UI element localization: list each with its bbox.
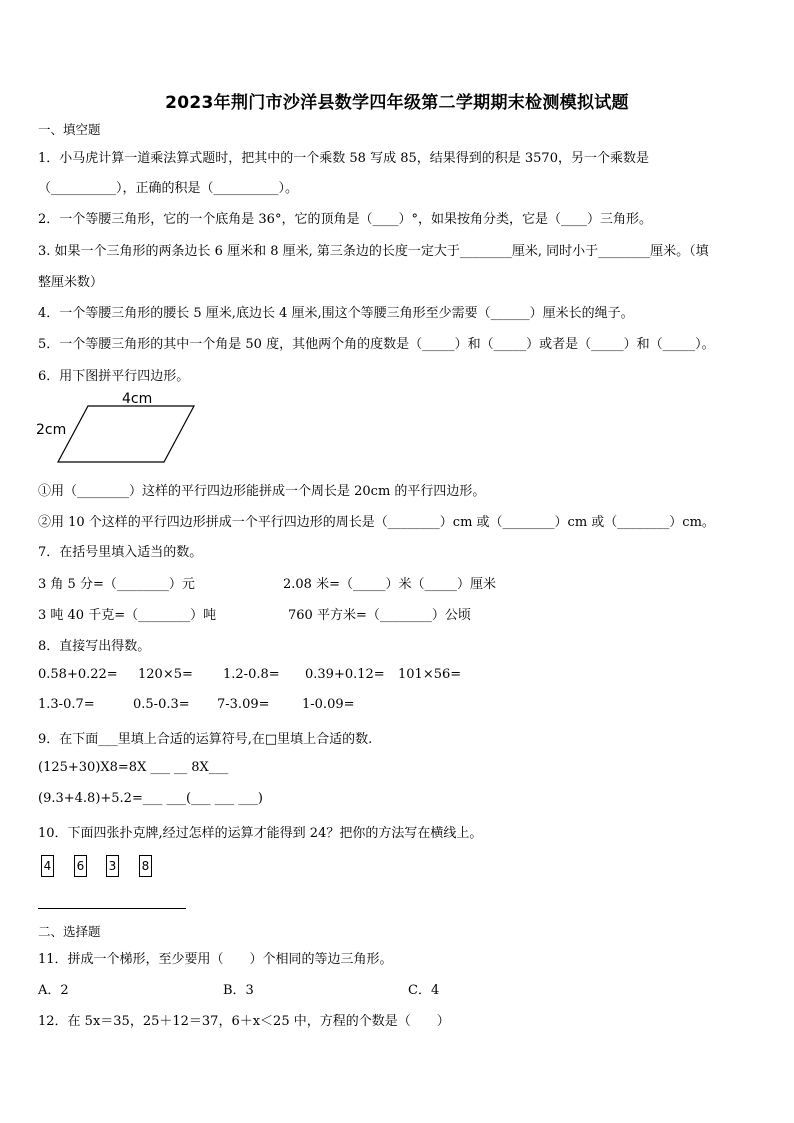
question-1-line-2: （__________），正确的积是（__________）。 bbox=[38, 181, 299, 196]
calc-item: 101×56= bbox=[398, 667, 462, 682]
question-10: 10．下面四张扑克牌,经过怎样的运算才能得到 24？把你的方法写在横线上。 bbox=[38, 826, 483, 841]
parallelogram-figure bbox=[30, 388, 210, 468]
question-7: 7．在括号里填入适当的数。 bbox=[38, 545, 203, 560]
calc-item: 1.3-0.7= bbox=[38, 697, 95, 712]
calc-item: 0.39+0.12= bbox=[305, 667, 385, 682]
question-7-row-1-col-2: 2.08 米=（_____）米（_____）厘米 bbox=[283, 577, 496, 592]
question-6: 6．用下图拼平行四边形。 bbox=[38, 369, 190, 384]
question-3-line-2: 整厘米数） bbox=[38, 275, 104, 290]
question-9-line-2: (9.3+4.8)+5.2=___ ___(___ ___ ___) bbox=[38, 791, 263, 806]
page-title: 2023年荆门市沙洋县数学四年级第二学期期末检测模拟试题 bbox=[165, 93, 629, 113]
question-7-row-2-col-1: 3 吨 40 千克=（________）吨 bbox=[38, 608, 217, 623]
question-9: 9．在下面___里填上合适的运算符号,在□里填上合适的数. bbox=[38, 732, 373, 747]
calc-item: 7-3.09= bbox=[217, 697, 270, 712]
option-b: B．3 bbox=[223, 983, 254, 998]
question-7-row-1-col-1: 3 角 5 分=（________）元 bbox=[38, 577, 195, 592]
question-6-part-1: ①用（________）这样的平行四边形能拼成一个周长是 20cm 的平行四边形。 bbox=[38, 484, 486, 499]
question-3-line-1: 3. 如果一个三角形的两条边长 6 厘米和 8 厘米, 第三条边的长度一定大于________厘米, 同时小于________厘米。（填 bbox=[38, 244, 709, 259]
question-12: 12．在 5x＝35，25＋12＝37，6＋x＜25 中，方程的个数是（ ） bbox=[38, 1014, 450, 1029]
answer-line bbox=[38, 908, 186, 909]
playing-card: 4 bbox=[41, 855, 54, 877]
calc-item: 1-0.09= bbox=[302, 697, 355, 712]
question-7-row-2-col-2: 760 平方米=（________）公顷 bbox=[288, 608, 471, 623]
question-4: 4．一个等腰三角形的腰长 5 厘米,底边长 4 厘米,围这个等腰三角形至少需要（______）厘米长的绳子。 bbox=[38, 306, 634, 321]
question-9-line-1: (125+30)X8=8X ___ __ 8X___ bbox=[38, 760, 229, 775]
question-5: 5．一个等腰三角形的其中一个角是 50 度，其他两个角的度数是（_____）和（_____）或者是（_____）和（_____）。 bbox=[38, 337, 715, 352]
parallelogram-side-label: 2cm bbox=[36, 422, 67, 438]
calc-item: 0.58+0.22= bbox=[38, 667, 118, 682]
playing-card: 3 bbox=[106, 855, 119, 877]
question-6-part-2: ②用 10 个这样的平行四边形拼成一个平行四边形的周长是（________）cm 或（________）cm 或（________）cm。 bbox=[38, 515, 715, 530]
parallelogram-top-label: 4cm bbox=[122, 391, 153, 407]
option-c: C．4 bbox=[408, 983, 440, 998]
calc-item: 1.2-0.8= bbox=[223, 667, 280, 682]
section-heading-fill-blank: 一、填空题 bbox=[38, 122, 101, 137]
parallelogram-shape bbox=[58, 406, 194, 462]
calc-item: 120×5= bbox=[138, 667, 193, 682]
question-8: 8．直接写出得数。 bbox=[38, 639, 151, 654]
section-heading-choice: 二、选择题 bbox=[38, 924, 101, 939]
question-11: 11．拼成一个梯形，至少要用（ ）个相同的等边三角形。 bbox=[38, 952, 393, 967]
question-2: 2．一个等腰三角形，它的一个底角是 36°，它的顶角是（____）°，如果按角分类，它是（____）三角形。 bbox=[38, 212, 652, 227]
playing-card: 8 bbox=[139, 855, 152, 877]
calc-item: 0.5-0.3= bbox=[133, 697, 190, 712]
playing-card: 6 bbox=[74, 855, 87, 877]
question-1-line-1: 1．小马虎计算一道乘法算式题时，把其中的一个乘数 58 写成 85，结果得到的积是 3570，另一个乘数是 bbox=[38, 151, 649, 166]
option-a: A．2 bbox=[38, 983, 69, 998]
